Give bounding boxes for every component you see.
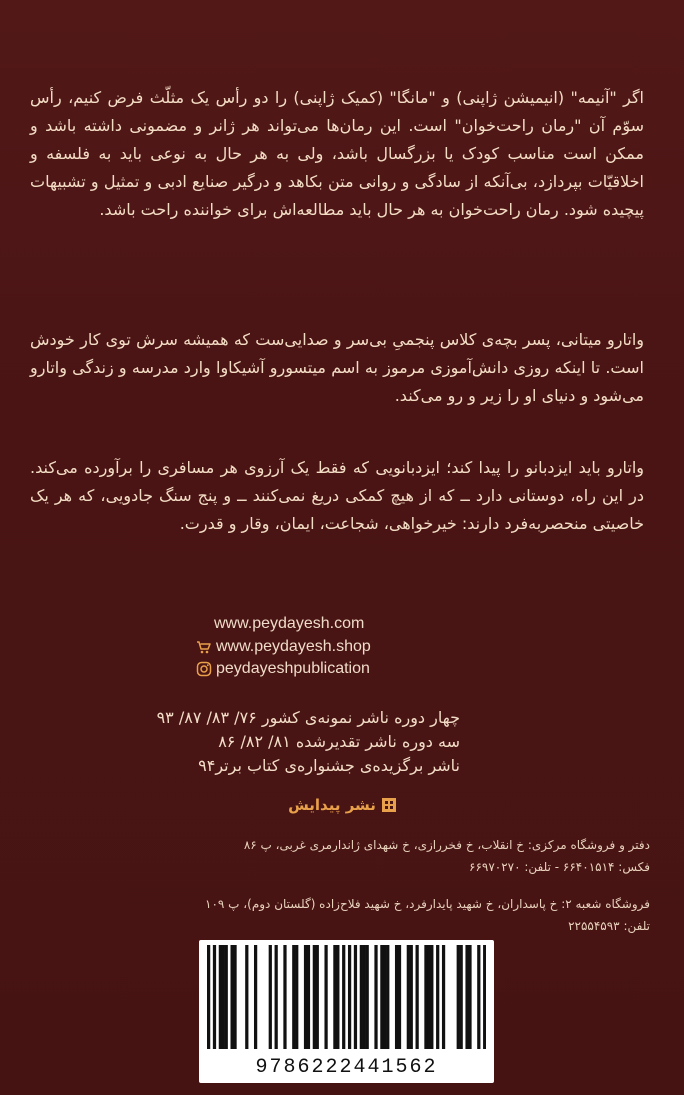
barcode-bar (468, 945, 471, 1049)
award-line-2: سه دوره ناشر تقدیرشده ۸۱/ ۸۲/ ۸۶ (218, 732, 460, 751)
barcode-bar (207, 945, 210, 1049)
barcode-bar (457, 945, 460, 1049)
barcode-bar (233, 945, 236, 1049)
barcode-bar (477, 945, 480, 1049)
blurb-paragraph-quest: واتارو باید ایزدبانو را پیدا کند؛ ایزدبانویی که فقط یک آرزوی هر مسافری را برآورده می‌کند. در این راه، دوستانی دارد ــ که از هیچ کمکی دریغ نمی‌کنند ــ و پنج سنگ جادویی، که هر یک خاصیتی منحصربه‌فرد دارند: خیرخواهی، شجاعت، ایمان، وقار و قدرت. (30, 458, 644, 533)
barcode-bar (283, 945, 286, 1049)
barcode-bar (380, 945, 383, 1049)
publisher-awards (120, 706, 460, 778)
instagram-line (196, 658, 370, 680)
barcode-bar (230, 945, 233, 1049)
hq-phone: فکس: ۶۶۴۰۱۵۱۴ - تلفن: ۶۶۹۷۰۲۷۰ (469, 860, 650, 874)
barcode-bar (424, 945, 427, 1049)
barcode-bar (460, 945, 463, 1049)
barcode-bar (316, 945, 319, 1049)
barcode-bar (407, 945, 410, 1049)
barcode-bar (342, 945, 345, 1049)
publisher-brand (0, 796, 684, 814)
barcode-bar (269, 945, 272, 1049)
hq-address: دفتر و فروشگاه مرکزی: خ انقلاب، خ فخررازی، خ شهدای ژاندارمری غربی، پ ۸۶ (243, 838, 650, 852)
shop-line (196, 636, 371, 658)
barcode-bar (304, 945, 307, 1049)
website-link[interactable]: www.peydayesh.com (214, 615, 365, 632)
barcode-bar (360, 945, 363, 1049)
barcode-bar (383, 945, 386, 1049)
branch-phone: تلفن: ۲۲۵۵۴۵۹۳ (568, 919, 650, 933)
isbn-number: 9786222441562 (255, 1056, 438, 1079)
barcode-bar (363, 945, 366, 1049)
barcode-bar (354, 945, 357, 1049)
barcode-bar (386, 945, 389, 1049)
barcode-bar (222, 945, 225, 1049)
publisher-logo-icon (382, 798, 396, 812)
website-line (214, 613, 364, 635)
barcode-bar (336, 945, 339, 1049)
barcode-bar (313, 945, 316, 1049)
isbn-barcode (199, 940, 494, 1083)
shop-link[interactable]: www.peydayesh.shop (216, 638, 371, 655)
barcode-bar (442, 945, 445, 1049)
branch-address-block (50, 893, 650, 937)
barcode-bar (275, 945, 278, 1049)
hq-address-block (50, 834, 650, 878)
barcode-bar (245, 945, 248, 1049)
barcode-bar (436, 945, 439, 1049)
barcode-bar (333, 945, 336, 1049)
award-line-1: چهار دوره ناشر نمونه‌ی کشور ۷۶/ ۸۳/ ۸۷/ ۹۳ (156, 708, 460, 727)
barcode-bar (295, 945, 298, 1049)
barcode-bar (225, 945, 228, 1049)
barcode-bar (427, 945, 430, 1049)
barcode-bar (254, 945, 257, 1049)
barcode-bar (483, 945, 486, 1049)
publisher-name: نشر پیدایش (288, 796, 376, 814)
barcode-bar (395, 945, 398, 1049)
barcode-bar (292, 945, 295, 1049)
barcode-bar (465, 945, 468, 1049)
cart-icon (196, 639, 212, 655)
barcode-bars (207, 945, 486, 1049)
barcode-bar (348, 945, 351, 1049)
barcode-bar (374, 945, 377, 1049)
instagram-icon (196, 661, 212, 677)
blurb-paragraph-plot: واتارو میتانی، پسر بچه‌ی کلاس پنجمیِ بی‌سر و صدایی‌ست که همیشه سرش توی کار خودش است. تا اینکه روزی دانش‌آموزی مرموز به اسم میتسورو آشیکاوا وارد مدرسه و زندگی واتارو می‌شود و دنیای او را زیر و رو می‌کند. (30, 330, 644, 405)
barcode-bar (213, 945, 216, 1049)
barcode-bar (410, 945, 413, 1049)
barcode-bar (324, 945, 327, 1049)
barcode-bar (416, 945, 419, 1049)
barcode-bar (307, 945, 310, 1049)
barcode-bar (219, 945, 222, 1049)
barcode-bar (398, 945, 401, 1049)
barcode-bar (366, 945, 369, 1049)
branch-address: فروشگاه شعبه ۲: خ پاسداران، خ شهید پایدارفرد، خ شهید فلاح‌زاده (گلستان دوم)، پ ۱۰۹ (205, 897, 650, 911)
barcode-bar (430, 945, 433, 1049)
instagram-handle[interactable]: peydayeshpublication (216, 660, 370, 677)
blurb-paragraph-intro: اگر "آنیمه" (انیمیشن ژاپنی) و "مانگا" (کمیک ژاپنی) را دو رأس یک مثلّث فرض کنیم، رأس سوّم آن "رمان راحت‌خوان" است. این رمان‌ها می‌تواند هر ژانر و مضمونی داشته باشد و ممکن است مناسب کودک یا بزرگسال باشد، ولی به هر حال به نوعی باید به فلسفه و اخلاقیّات بپردازد، بی‌آنکه از سادگی و روانی متن بکاهد و درگیر صنایع ادبی و تمثیل و تشبیهات پیچیده شود. رمان راحت‌خوان به هر حال باید مطالعه‌اش برای خواننده راحت باشد. (30, 88, 644, 219)
award-line-3: ناشر برگزیده‌ی جشنواره‌ی کتاب برتر۹۴ (198, 756, 460, 775)
